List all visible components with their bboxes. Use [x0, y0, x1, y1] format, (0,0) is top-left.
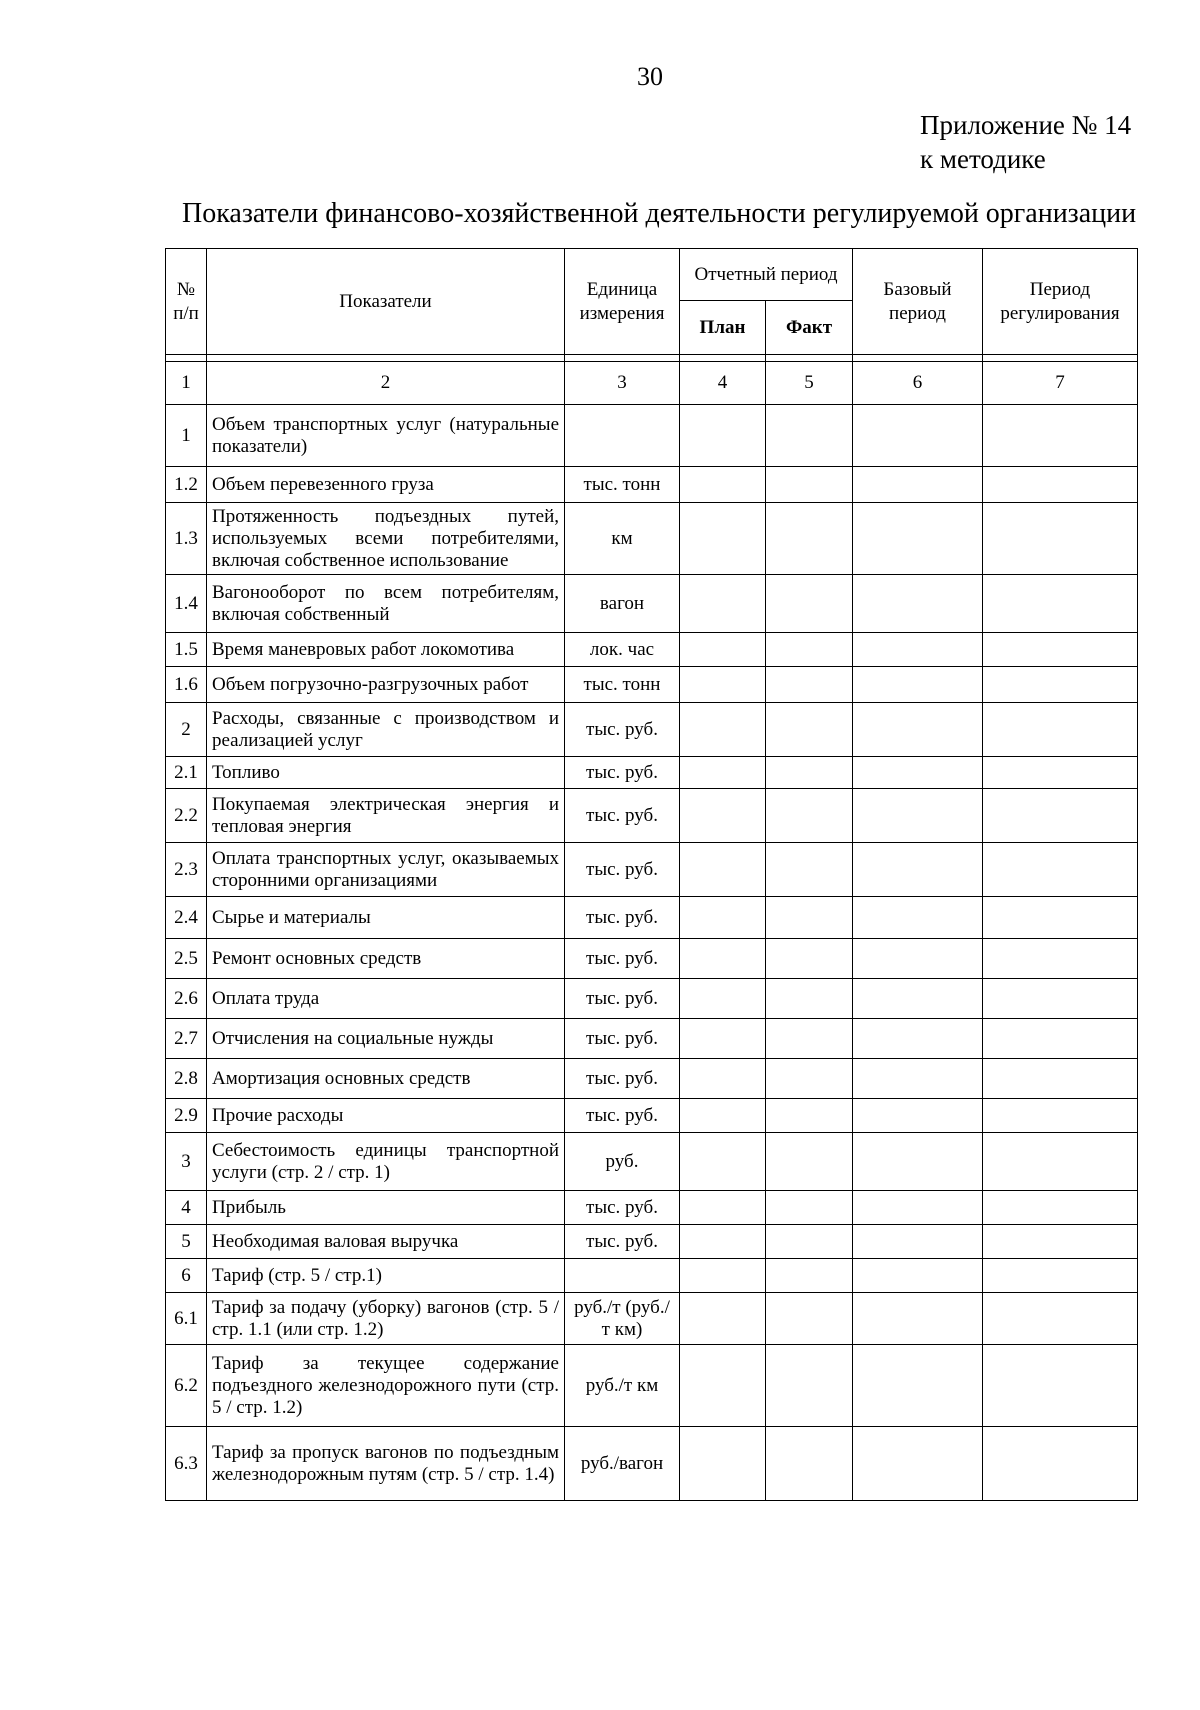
- fact-cell: [766, 1345, 853, 1427]
- header-indicators: Показатели: [207, 249, 565, 355]
- indicator-name: Тариф за текущее содержание подъездного железнодорожного пути (стр. 5 / стр. 1.2): [207, 1345, 565, 1427]
- row-number: 3: [166, 1133, 207, 1191]
- unit-of-measure: руб./вагон: [565, 1427, 680, 1501]
- row-number: 2.6: [166, 979, 207, 1019]
- unit-of-measure: руб./т (руб./т км): [565, 1293, 680, 1345]
- fact-cell: [766, 1191, 853, 1225]
- base-period-cell: [853, 405, 983, 467]
- table-row: [166, 1293, 1138, 1345]
- table-row: [166, 897, 1138, 939]
- regulation-period-cell: [983, 667, 1138, 703]
- table-row: [166, 1259, 1138, 1293]
- plan-cell: [680, 405, 766, 467]
- base-period-cell: [853, 1191, 983, 1225]
- table-row: [166, 843, 1138, 897]
- base-period-cell: [853, 789, 983, 843]
- unit-of-measure: [565, 405, 680, 467]
- row-number: 2.3: [166, 843, 207, 897]
- table-row: [166, 633, 1138, 667]
- row-number: 2.8: [166, 1059, 207, 1099]
- fact-cell: [766, 1293, 853, 1345]
- table-row: [166, 979, 1138, 1019]
- indicator-name: Прочие расходы: [207, 1099, 565, 1133]
- fact-cell: [766, 1099, 853, 1133]
- unit-of-measure: тыс. руб.: [565, 897, 680, 939]
- fact-cell: [766, 1133, 853, 1191]
- fact-cell: [766, 1019, 853, 1059]
- header-base-period: Базовый период: [853, 249, 983, 355]
- row-number: 6.1: [166, 1293, 207, 1345]
- indicator-name: Тариф (стр. 5 / стр.1): [207, 1259, 565, 1293]
- row-number: 6: [166, 1259, 207, 1293]
- plan-cell: [680, 667, 766, 703]
- table-row: [166, 1019, 1138, 1059]
- header-no: № п/п: [166, 249, 207, 355]
- regulation-period-cell: [983, 1099, 1138, 1133]
- table-row: [166, 939, 1138, 979]
- indicator-name: Сырье и материалы: [207, 897, 565, 939]
- base-period-cell: [853, 757, 983, 789]
- table-row: [166, 667, 1138, 703]
- fact-cell: [766, 843, 853, 897]
- plan-cell: [680, 467, 766, 503]
- indicator-name: Ремонт основных средств: [207, 939, 565, 979]
- regulation-period-cell: [983, 405, 1138, 467]
- table-row: [166, 703, 1138, 757]
- table-row: [166, 1133, 1138, 1191]
- base-period-cell: [853, 467, 983, 503]
- regulation-period-cell: [983, 939, 1138, 979]
- row-number: 1.4: [166, 575, 207, 633]
- column-number: 6: [853, 362, 983, 405]
- base-period-cell: [853, 843, 983, 897]
- indicator-name: Покупаемая электрическая энергия и тепловая энергия: [207, 789, 565, 843]
- plan-cell: [680, 1427, 766, 1501]
- document-title: Показатели финансово-хозяйственной деятельности регулируемой организации: [182, 198, 1137, 229]
- base-period-cell: [853, 979, 983, 1019]
- base-period-cell: [853, 703, 983, 757]
- plan-cell: [680, 1345, 766, 1427]
- indicator-name: Расходы, связанные с производством и реализацией услуг: [207, 703, 565, 757]
- regulation-period-cell: [983, 467, 1138, 503]
- header-separator: [166, 355, 1138, 362]
- fact-cell: [766, 939, 853, 979]
- header-reporting-period: Отчетный период: [680, 249, 853, 301]
- unit-of-measure: тыс. руб.: [565, 1225, 680, 1259]
- plan-cell: [680, 1259, 766, 1293]
- unit-of-measure: тыс. руб.: [565, 979, 680, 1019]
- row-number: 1.2: [166, 467, 207, 503]
- plan-cell: [680, 1019, 766, 1059]
- plan-cell: [680, 757, 766, 789]
- indicator-name: Топливо: [207, 757, 565, 789]
- unit-of-measure: руб.: [565, 1133, 680, 1191]
- regulation-period-cell: [983, 1133, 1138, 1191]
- table-row: [166, 1345, 1138, 1427]
- indicator-name: Объем транспортных услуг (натуральные показатели): [207, 405, 565, 467]
- regulation-period-cell: [983, 1259, 1138, 1293]
- fact-cell: [766, 667, 853, 703]
- fact-cell: [766, 1225, 853, 1259]
- regulation-period-cell: [983, 789, 1138, 843]
- fact-cell: [766, 405, 853, 467]
- indicator-name: Тариф за подачу (уборку) вагонов (стр. 5 / стр. 1.1 (или стр. 1.2): [207, 1293, 565, 1345]
- column-number: 1: [166, 362, 207, 405]
- table-row: [166, 467, 1138, 503]
- header-unit: Единица измерения: [565, 249, 680, 355]
- fact-cell: [766, 503, 853, 575]
- indicator-name: Время маневровых работ локомотива: [207, 633, 565, 667]
- unit-of-measure: тыс. руб.: [565, 1099, 680, 1133]
- plan-cell: [680, 789, 766, 843]
- plan-cell: [680, 1059, 766, 1099]
- regulation-period-cell: [983, 1427, 1138, 1501]
- column-number: 3: [565, 362, 680, 405]
- unit-of-measure: тыс. руб.: [565, 1059, 680, 1099]
- table-row: [166, 1225, 1138, 1259]
- plan-cell: [680, 503, 766, 575]
- base-period-cell: [853, 1019, 983, 1059]
- unit-of-measure: тыс. руб.: [565, 1019, 680, 1059]
- fact-cell: [766, 703, 853, 757]
- column-number: 4: [680, 362, 766, 405]
- row-number: 2.7: [166, 1019, 207, 1059]
- header-plan: План: [680, 301, 766, 355]
- regulation-period-cell: [983, 575, 1138, 633]
- row-number: 1.3: [166, 503, 207, 575]
- indicator-name: Себестоимость единицы транспортной услуги (стр. 2 / стр. 1): [207, 1133, 565, 1191]
- indicator-name: Прибыль: [207, 1191, 565, 1225]
- row-number: 1: [166, 405, 207, 467]
- base-period-cell: [853, 667, 983, 703]
- table-row: [166, 503, 1138, 575]
- table-row: [166, 789, 1138, 843]
- row-number: 2.5: [166, 939, 207, 979]
- page-number: 30: [637, 62, 663, 91]
- regulation-period-cell: [983, 1191, 1138, 1225]
- plan-cell: [680, 633, 766, 667]
- base-period-cell: [853, 1133, 983, 1191]
- plan-cell: [680, 939, 766, 979]
- row-number: 6.3: [166, 1427, 207, 1501]
- unit-of-measure: тыс. тонн: [565, 667, 680, 703]
- base-period-cell: [853, 1099, 983, 1133]
- plan-cell: [680, 1191, 766, 1225]
- plan-cell: [680, 843, 766, 897]
- row-number: 2.2: [166, 789, 207, 843]
- fact-cell: [766, 575, 853, 633]
- table-row: [166, 405, 1138, 467]
- regulation-period-cell: [983, 897, 1138, 939]
- indicator-name: Тариф за пропуск вагонов по подъездным железнодорожным путям (стр. 5 / стр. 1.4): [207, 1427, 565, 1501]
- regulation-period-cell: [983, 633, 1138, 667]
- appendix-line-2: к методике: [920, 144, 1046, 174]
- base-period-cell: [853, 1345, 983, 1427]
- row-number: 2.4: [166, 897, 207, 939]
- fact-cell: [766, 633, 853, 667]
- fact-cell: [766, 467, 853, 503]
- indicators-table: [165, 248, 1138, 1501]
- indicator-name: Протяженность подъездных путей, используемых всеми потребителями, включая собственное использование: [207, 503, 565, 575]
- regulation-period-cell: [983, 979, 1138, 1019]
- header-regulation-period: Период регулирования: [983, 249, 1138, 355]
- row-number: 5: [166, 1225, 207, 1259]
- indicator-name: Вагонооборот по всем потребителям, включая собственный: [207, 575, 565, 633]
- regulation-period-cell: [983, 757, 1138, 789]
- regulation-period-cell: [983, 1293, 1138, 1345]
- appendix-caption: [920, 108, 1131, 176]
- column-number: 5: [766, 362, 853, 405]
- base-period-cell: [853, 633, 983, 667]
- column-number: 7: [983, 362, 1138, 405]
- table-row: [166, 575, 1138, 633]
- fact-cell: [766, 1059, 853, 1099]
- table-row: [166, 1099, 1138, 1133]
- header-fact: Факт: [766, 301, 853, 355]
- unit-of-measure: лок. час: [565, 633, 680, 667]
- fact-cell: [766, 757, 853, 789]
- base-period-cell: [853, 939, 983, 979]
- indicator-name: Необходимая валовая выручка: [207, 1225, 565, 1259]
- base-period-cell: [853, 1427, 983, 1501]
- unit-of-measure: тыс. руб.: [565, 1191, 680, 1225]
- plan-cell: [680, 1225, 766, 1259]
- row-number: 2.9: [166, 1099, 207, 1133]
- fact-cell: [766, 1259, 853, 1293]
- row-number: 2.1: [166, 757, 207, 789]
- appendix-line-1: Приложение № 14: [920, 110, 1132, 140]
- unit-of-measure: тыс. тонн: [565, 467, 680, 503]
- base-period-cell: [853, 575, 983, 633]
- regulation-period-cell: [983, 1225, 1138, 1259]
- base-period-cell: [853, 503, 983, 575]
- regulation-period-cell: [983, 843, 1138, 897]
- column-number-row: [166, 362, 1138, 405]
- unit-of-measure: руб./т км: [565, 1345, 680, 1427]
- plan-cell: [680, 1099, 766, 1133]
- base-period-cell: [853, 1059, 983, 1099]
- row-number: 1.5: [166, 633, 207, 667]
- plan-cell: [680, 703, 766, 757]
- indicator-name: Амортизация основных средств: [207, 1059, 565, 1099]
- unit-of-measure: тыс. руб.: [565, 843, 680, 897]
- regulation-period-cell: [983, 1019, 1138, 1059]
- indicator-name: Оплата труда: [207, 979, 565, 1019]
- column-number: 2: [207, 362, 565, 405]
- fact-cell: [766, 979, 853, 1019]
- base-period-cell: [853, 897, 983, 939]
- row-number: 4: [166, 1191, 207, 1225]
- plan-cell: [680, 575, 766, 633]
- plan-cell: [680, 979, 766, 1019]
- indicator-name: Оплата транспортных услуг, оказываемых сторонними организациями: [207, 843, 565, 897]
- regulation-period-cell: [983, 503, 1138, 575]
- table-row: [166, 1427, 1138, 1501]
- unit-of-measure: вагон: [565, 575, 680, 633]
- plan-cell: [680, 897, 766, 939]
- row-number: 1.6: [166, 667, 207, 703]
- row-number: 6.2: [166, 1345, 207, 1427]
- indicator-name: Отчисления на социальные нужды: [207, 1019, 565, 1059]
- unit-of-measure: тыс. руб.: [565, 789, 680, 843]
- indicator-name: Объем перевезенного груза: [207, 467, 565, 503]
- regulation-period-cell: [983, 1059, 1138, 1099]
- unit-of-measure: тыс. руб.: [565, 757, 680, 789]
- row-number: 2: [166, 703, 207, 757]
- fact-cell: [766, 897, 853, 939]
- base-period-cell: [853, 1259, 983, 1293]
- plan-cell: [680, 1293, 766, 1345]
- indicator-name: Объем погрузочно-разгрузочных работ: [207, 667, 565, 703]
- fact-cell: [766, 1427, 853, 1501]
- regulation-period-cell: [983, 703, 1138, 757]
- base-period-cell: [853, 1225, 983, 1259]
- fact-cell: [766, 789, 853, 843]
- plan-cell: [680, 1133, 766, 1191]
- regulation-period-cell: [983, 1345, 1138, 1427]
- base-period-cell: [853, 1293, 983, 1345]
- unit-of-measure: тыс. руб.: [565, 703, 680, 757]
- unit-of-measure: км: [565, 503, 680, 575]
- table-body: [166, 405, 1138, 1501]
- table-row: [166, 1191, 1138, 1225]
- unit-of-measure: тыс. руб.: [565, 939, 680, 979]
- unit-of-measure: [565, 1259, 680, 1293]
- table-row: [166, 1059, 1138, 1099]
- table-row: [166, 757, 1138, 789]
